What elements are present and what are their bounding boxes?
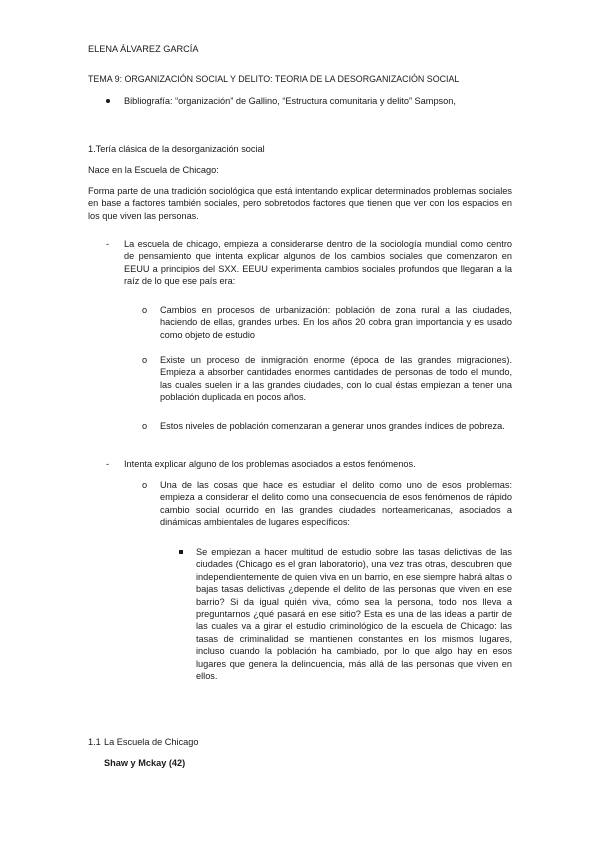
- circle-marker: o: [142, 480, 148, 490]
- square-item: Se empiezan a hacer multitud de estudio sobre las tasas delictivas de las ciudades (Chicago es el gran laboratorio), una vez tras otras, descubren que independientemente de quien viva en un barrio, en ese siempre habrá altas o bajas tasas delictivas ¿depende el delito de las personas que viven en ese barrio? Si da igual quién viva, cómo sea la persona, todo nos lleva a preguntarnos ¿qué pasará en ese sitio? Esta es una de las ideas a partir de las cuales va a girar el estudio criminológico de la escuela de Chicago: las tasas de criminalidad se mantienen constantes en los mismos lugares, incluso cuando la población ha cambiado, por lo que algo hay en esos lugares que genera la delincuencia, más allá de las personas que viven en ellos.: [196, 547, 512, 682]
- topic-title: TEMA 9: ORGANIZACIÓN SOCIAL Y DELITO: TEORIA DE LA DESORGANIZACIÓN SOCIAL: [88, 74, 460, 84]
- circle-marker: o: [142, 355, 148, 365]
- author-name: ELENA ÁLVAREZ GARCÍA: [88, 44, 199, 54]
- circle-marker: o: [142, 305, 148, 315]
- dash-item-2: Intenta explicar alguno de los problemas asociados a estos fenómenos.: [124, 459, 416, 469]
- dash-marker: -: [106, 459, 110, 469]
- sub-item-2: Una de las cosas que hace es estudiar el delito como uno de esos problemas: empieza a considerar el delito como una consecuencia de esos fenómenos de rápido cambio social ocurrido en las grandes ciudades norteamericanas, asociados a dinámicas ambientales de lugares específicos:: [160, 480, 512, 528]
- sub-item: Estos niveles de población comenzaran a generar unos grandes índices de pobreza.: [160, 421, 505, 431]
- dash-marker: -: [106, 239, 110, 249]
- intro-paragraph: Forma parte de una tradición sociológica que está intentando explicar determinados problemas sociales en base a factores también sociales, pero sobretodos factores que tienen que ver con los espacios en los que viven las personas.: [88, 186, 512, 221]
- dash-item-1: La escuela de chicago, empieza a considerarse dentro de la sociología mundial como centro de pensamiento que intenta explicar algunos de los cambios sociales que comenzaron en EEUU a principios del SXX. EEUU experimenta cambios sociales profundos que llegaran a la raíz de lo que ese país era:: [124, 239, 512, 287]
- square-bullet-icon: [179, 550, 183, 554]
- section11-number: 1.1: [88, 737, 101, 747]
- section1-origin: Nace en la Escuela de Chicago:: [88, 165, 219, 175]
- sub-item: Existe un proceso de inmigración enorme (época de las grandes migraciones). Empieza a absorber cantidades enormes cantidades de personas de todo el mundo, las cuales suelen ir a las grandes ciudades, con lo cual éstas empiezan a tener una población duplicada en pocos años.: [160, 355, 512, 403]
- section11-heading: La Escuela de Chicago: [104, 737, 199, 747]
- bullet-icon: [106, 99, 110, 103]
- section1-heading: 1.Tería clásica de la desorganización social: [88, 144, 265, 154]
- sub-item: Cambios en procesos de urbanización: población de zona rural a las ciudades, haciendo de ellas, grandes urbes. En los años 20 cobra gran importancia y es usado como objeto de estudio: [160, 305, 512, 340]
- subheading: Shaw y Mckay (42): [104, 758, 186, 768]
- circle-marker: o: [142, 421, 148, 431]
- bibliography: Bibliografía: “organización” de Gallino, “Estructura comunitaria y delito” Sampson,: [124, 96, 456, 106]
